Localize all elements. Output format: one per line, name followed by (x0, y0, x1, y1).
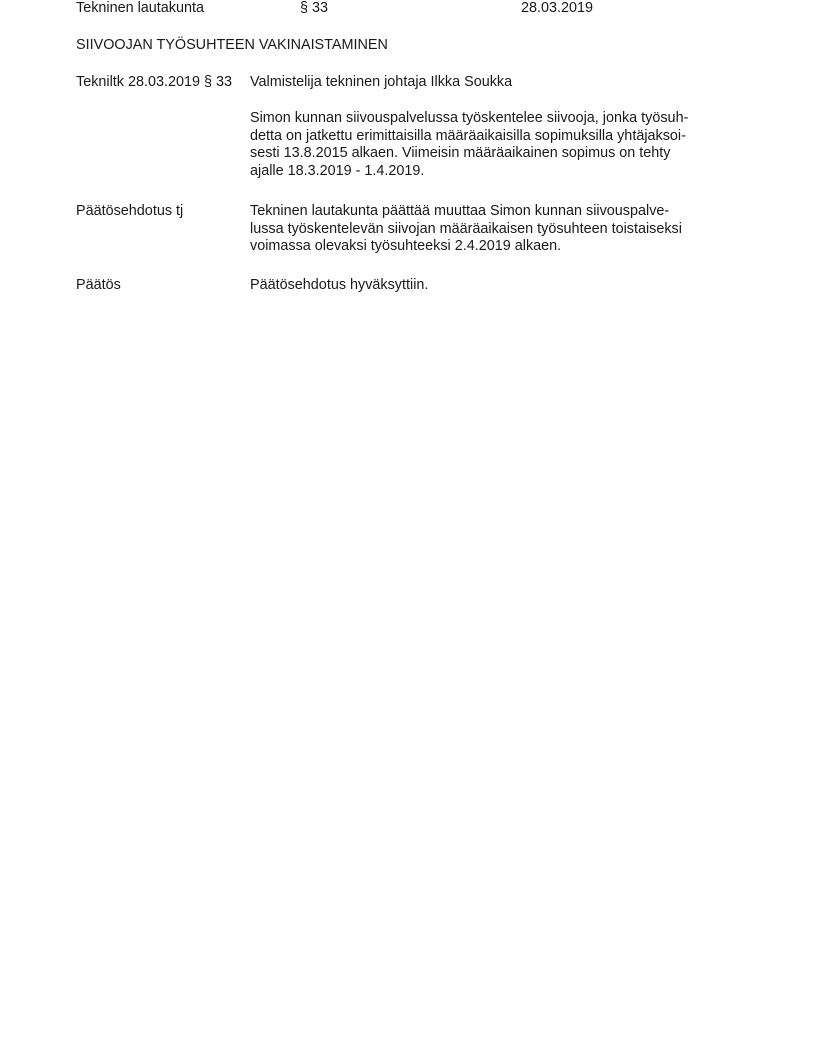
background-paragraph (250, 110, 750, 180)
paragraph-line: Tekninen lautakunta päättää muuttaa Simon kunnan siivouspalve- (250, 203, 670, 219)
decision-text: Päätösehdotus hyväksyttiin. (250, 277, 429, 293)
meeting-reference: Tekniltk 28.03.2019 § 33 (76, 74, 233, 90)
paragraph-line: Simon kunnan siivouspalvelussa työskentelee siivooja, jonka työsuh- (250, 110, 689, 126)
board-name: Tekninen lautakunta (76, 0, 205, 16)
meeting-date: 28.03.2019 (521, 0, 594, 16)
proposal-paragraph (250, 203, 750, 256)
proposal-label: Päätösehdotus tj (76, 203, 184, 219)
preparer-line: Valmistelija tekninen johtaja Ilkka Soukka (250, 74, 513, 90)
paragraph-line: detta on jatkettu erimittaisilla määräaikaisilla sopimuksilla yhtäjaksoi- (250, 127, 686, 144)
paragraph-line: lussa työskentelevän siivojan määräaikaisen työsuhteen toistaiseksi (250, 220, 682, 237)
document-title: SIIVOOJAN TYÖSUHTEEN VAKINAISTAMINEN (76, 37, 388, 53)
decision-label: Päätös (76, 277, 121, 293)
paragraph-line: voimassa olevaksi työsuhteeksi 2.4.2019 alkaen. (250, 238, 562, 254)
paragraph-line: ajalle 18.3.2019 - 1.4.2019. (250, 162, 425, 179)
paragraph-line: sesti 13.8.2015 alkaen. Viimeisin määräaikainen sopimus on tehty (250, 145, 671, 161)
section-number: § 33 (300, 0, 329, 16)
